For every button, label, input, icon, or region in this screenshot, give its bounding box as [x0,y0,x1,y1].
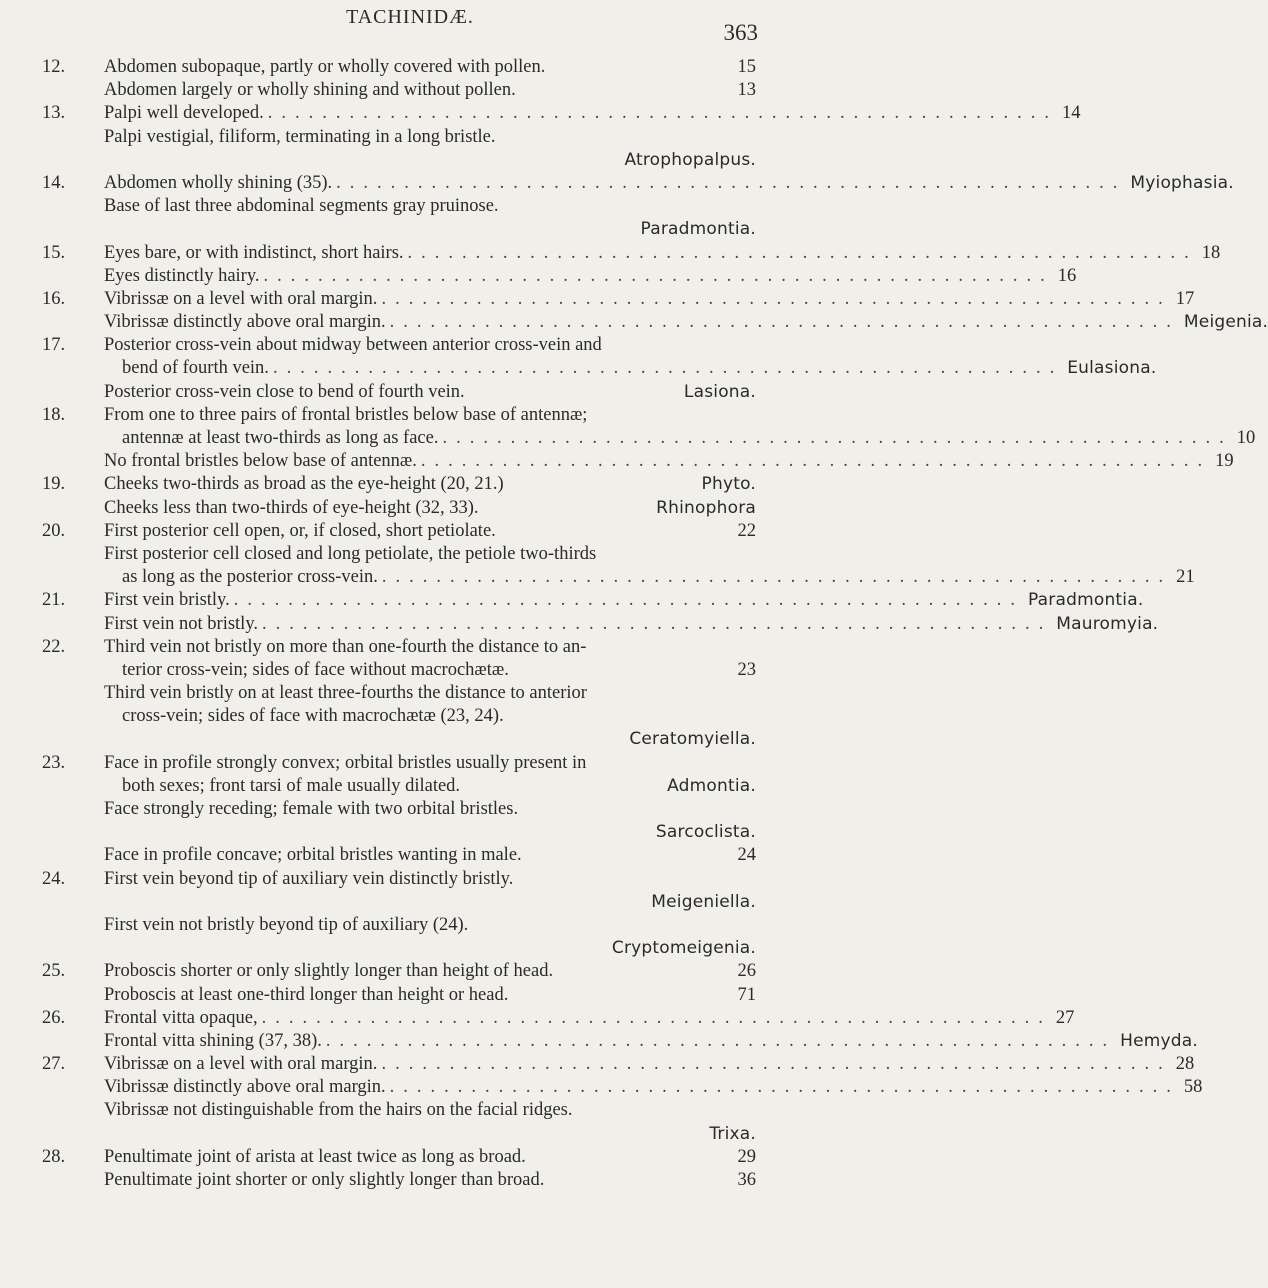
couplet-text: Posterior cross-vein close to bend of fourth vein. [104,381,465,402]
couplet-reference: 27 [1055,1007,1075,1028]
genus-name: Trixa. [709,1123,756,1144]
couplet-reference: 26 [737,961,756,982]
key-line [0,265,1077,288]
couplet-number: 17. [42,335,66,356]
couplet-reference: 23 [737,659,756,680]
key-line [0,56,800,79]
couplet-number: 14. [42,172,66,193]
couplet-text: No frontal bristles below base of antennæ. [104,451,417,472]
couplet-reference: 14 [1062,103,1081,124]
genus-name: Admontia. [667,775,756,796]
key-line [0,914,800,937]
couplet-number: 15. [42,242,66,263]
couplet-number: 13. [42,103,66,124]
key-line [0,566,1195,589]
couplet-reference: 28 [1175,1054,1195,1075]
couplet-text: Vibrissæ not distinguishable from the hairs on the facial ridges. [104,1100,573,1121]
couplet-number: 18. [42,404,66,425]
couplet-text: Vibrissæ on a level with oral margin. [104,1054,378,1075]
key-line [0,1099,800,1122]
key-line [0,589,1144,612]
dot-leader: .......................................................... [389,312,1180,333]
key-line [0,79,800,102]
dot-leader: .......................................................... [442,428,1233,448]
couplet-text: Cheeks two-thirds as broad as the eye-height (20, 21.) [104,474,504,495]
key-line [0,311,1268,334]
page-number: 363 [723,20,758,45]
key-line [0,1146,800,1169]
key-line [0,868,800,891]
couplet-reference: 16 [1057,265,1077,286]
key-line [0,427,1256,450]
key-line [0,613,1159,636]
couplet-reference: 24 [737,845,756,866]
couplet-text: First posterior cell open, or, if closed, short petiolate. [104,520,496,541]
genus-name: Rhinophora [656,497,756,518]
couplet-number: 27. [42,1054,66,1075]
dot-leader: .......................................................... [233,590,1024,611]
couplet-text: Penultimate joint shorter or only slightly longer than broad. [104,1170,545,1190]
couplet-text: cross-vein; sides of face with macrochætæ (23, 24). [122,706,504,727]
couplet-text: Cheeks less than two-thirds of eye-height (32, 33). [104,497,479,518]
key-line [0,984,800,1007]
genus-name: Hemyda. [1120,1030,1199,1051]
dot-leader: .......................................................... [420,451,1212,472]
couplet-text: bend of fourth vein. [122,358,269,379]
couplet-text: Proboscis shorter or only slightly longer than height of head. [104,961,554,982]
couplet-reference: 36 [737,1170,756,1190]
key-line [0,126,800,149]
couplet-text: Abdomen subopaque, partly or wholly covered with pollen. [104,57,546,77]
couplet-number: 20. [42,520,66,541]
key-line [0,937,800,960]
couplet-number: 23. [42,752,66,773]
couplet-number: 16. [42,288,66,309]
couplet-reference: 22 [737,520,756,541]
key-line [0,891,800,914]
key-line [0,1030,1199,1053]
genus-name: Lasiona. [683,381,756,402]
couplet-text: Eyes distinctly hairy. [104,265,260,286]
genus-name: Meigeniella. [651,891,756,912]
dot-leader: .......................................................... [263,265,1054,286]
key-line [0,1076,1203,1099]
couplet-text: Eyes bare, or with indistinct, short hairs. [104,242,404,263]
key-line [0,404,800,427]
couplet-text: Penultimate joint of arista at least twice as long as broad. [104,1146,526,1167]
couplet-text: Frontal vitta opaque, [104,1007,258,1028]
identification-key [0,56,1268,1192]
couplet-text: Abdomen wholly shining (35). [104,172,333,193]
couplet-text: Palpi well developed. [104,103,264,124]
couplet-text: Face in profile strongly convex; orbital bristles usually present in [104,752,587,773]
couplet-number: 28. [42,1146,66,1167]
couplet-reference: 21 [1176,567,1195,588]
key-line [0,1053,1195,1076]
dot-leader: .......................................................... [389,1077,1180,1098]
couplet-reference: 29 [737,1146,756,1167]
key-line [0,752,800,775]
genus-name: Phyto. [701,474,756,495]
couplet-text: antennæ at least two-thirds as long as face. [122,428,439,448]
couplet-text: Palpi vestigial, filiform, terminating in a long bristle. [104,126,496,147]
dot-leader: .......................................................... [262,613,1053,634]
couplet-text: Face in profile concave; orbital bristles wanting in male. [104,845,522,866]
dot-leader: .......................................................... [381,288,1172,309]
key-line [0,102,1081,125]
dot-leader: .......................................................... [325,1030,1117,1051]
couplet-text: Third vein not bristly on more than one-fourth the distance to an- [104,636,587,657]
key-line [0,960,800,983]
couplet-text: Vibrissæ on a level with oral margin. [104,288,378,309]
dot-leader: .......................................................... [267,103,1059,124]
key-line [0,543,800,566]
genus-name: Atrophopalpus. [624,149,756,170]
genus-name: Myiophasia. [1130,172,1234,193]
couplet-number: 25. [42,961,66,982]
couplet-reference: 19 [1215,451,1234,472]
key-line [0,195,800,218]
couplet-reference: 13 [737,80,756,101]
key-line [0,242,1221,265]
dot-leader: .......................................................... [272,358,1064,379]
genus-name: Meigenia. [1183,312,1268,333]
key-line [0,844,800,867]
dot-leader: .......................................................... [381,1054,1172,1075]
couplet-text: Third vein bristly on at least three-fourths the distance to anterior [104,683,587,704]
key-line [0,798,800,821]
couplet-reference: 18 [1201,242,1221,263]
genus-name: Eulasiona. [1067,358,1157,379]
key-line [0,659,800,682]
genus-name: Paradmontia. [640,219,756,240]
genus-name: Ceratomyiella. [629,729,756,750]
chapter-title: TACHINIDÆ. [346,6,474,28]
couplet-number: 22. [42,636,66,657]
dot-leader: .......................................................... [381,567,1173,588]
dot-leader: .......................................................... [407,242,1198,263]
genus-name: Cryptomeigenia. [611,938,756,959]
couplet-text: Posterior cross-vein about midway between anterior cross-vein and [104,335,602,356]
couplet-number: 21. [42,590,66,611]
couplet-text: both sexes; front tarsi of male usually dilated. [122,775,461,796]
key-line [0,172,1234,195]
dot-leader: .......................................................... [336,172,1127,193]
couplet-text: as long as the posterior cross-vein. [122,567,378,588]
couplet-number: 19. [42,474,66,495]
couplet-number: 26. [42,1007,66,1028]
key-line [0,728,800,751]
key-line [0,334,800,357]
key-line [0,381,800,404]
dot-leader: .......................................................... [261,1007,1052,1028]
key-line [0,636,800,659]
key-line [0,1123,800,1146]
key-line [0,775,800,798]
key-line [0,1007,1075,1030]
couplet-text: From one to three pairs of frontal bristles below base of antennæ; [104,404,588,425]
key-line [0,218,800,241]
couplet-text: First vein beyond tip of auxiliary vein distinctly bristly. [104,868,514,889]
key-line [0,520,800,543]
couplet-number: 24. [42,868,66,889]
couplet-reference: 17 [1175,288,1195,309]
couplet-text: First vein not bristly beyond tip of auxiliary (24). [104,914,469,935]
couplet-text: Vibrissæ distinctly above oral margin. [104,1077,386,1098]
key-line [0,1169,800,1192]
couplet-text: terior cross-vein; sides of face without macrochætæ. [122,659,509,680]
couplet-text: Face strongly receding; female with two orbital bristles. [104,799,519,819]
key-line [0,821,800,844]
couplet-text: Frontal vitta shining (37, 38). [104,1030,322,1051]
couplet-reference: 58 [1183,1077,1203,1098]
couplet-number: 12. [42,57,66,77]
key-line [0,288,1195,311]
key-line [0,450,1234,473]
key-line [0,497,800,520]
key-line [0,357,1157,380]
key-line [0,149,800,172]
genus-name: Paradmontia. [1027,590,1144,611]
couplet-text: First vein not bristly. [104,613,258,634]
key-line [0,682,800,705]
couplet-reference: 15 [737,57,756,77]
genus-name: Mauromyia. [1056,613,1159,634]
couplet-reference: 10 [1236,428,1256,448]
couplet-text: Proboscis at least one-third longer than height or head. [104,984,509,1005]
couplet-text: First vein bristly. [104,590,230,611]
couplet-text: Base of last three abdominal segments gray pruinose. [104,196,499,217]
couplet-text: Vibrissæ distinctly above oral margin. [104,312,386,333]
key-line [0,705,800,728]
couplet-reference: 71 [737,984,756,1005]
couplet-text: First posterior cell closed and long petiolate, the petiole two-thirds [104,543,597,564]
genus-name: Sarcoclista. [655,822,756,843]
running-head [0,6,800,46]
couplet-text: Abdomen largely or wholly shining and without pollen. [104,80,516,101]
key-line [0,473,800,496]
